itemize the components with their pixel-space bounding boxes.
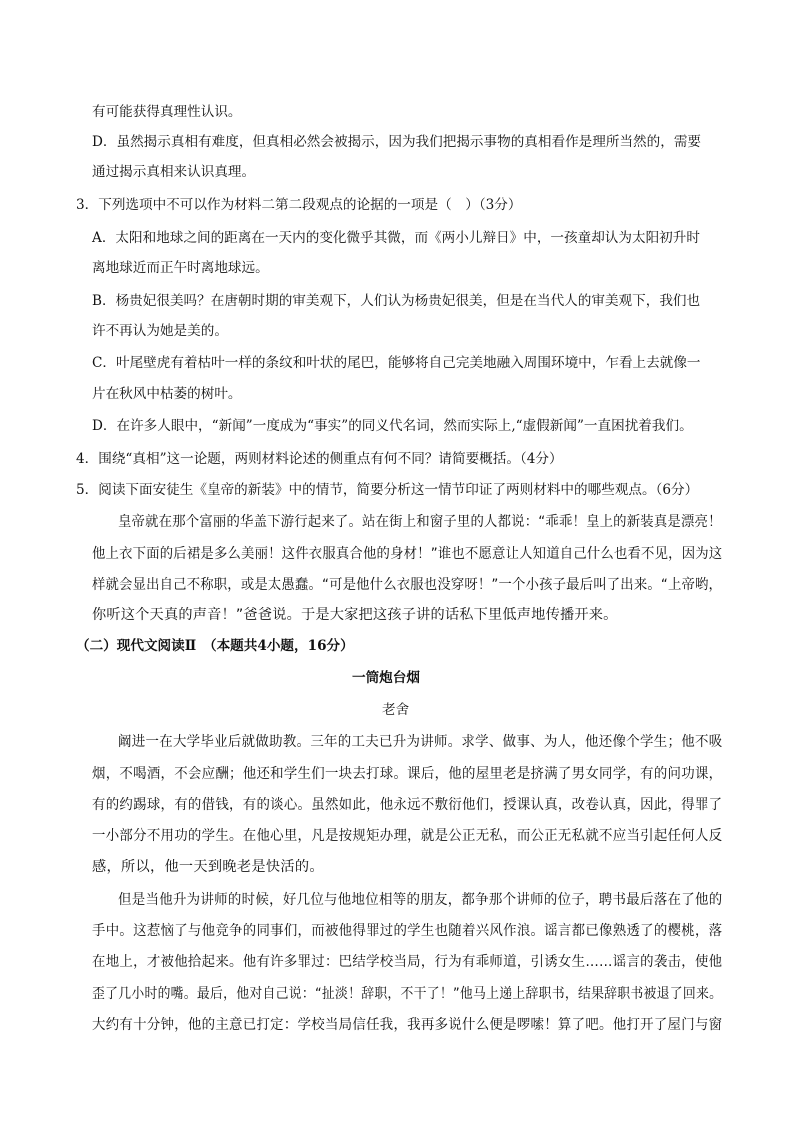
story-line: 有的约踢球，有的借钱，有的谈心。虽然如此，他永远不敷衍他们，授课认真，改卷认真，因此，得罪了	[92, 797, 723, 813]
story-line: 感，所以，他一天到晚老是快活的。	[92, 859, 324, 875]
story-line: 在地上，才被他拾起来。他有许多罪过：巴结学校当局，行为有乖师道，引诱女生……谣言的袭击，使他	[92, 954, 723, 970]
story-line: 歪了几小时的嘴。最后，他对自己说：“扯淡！辞职，不干了！”他马上递上辞职书，结果辞职书被退了回来。	[92, 986, 723, 1002]
text-line: 有可能获得真理性认识。	[92, 104, 242, 120]
option-b-line: B．杨贵妃很美吗？在唐朝时期的审美观下，人们认为杨贵妃很美，但是在当代人的审美观下，我们也	[92, 293, 701, 309]
text-line: 许不再认为她是美的。	[92, 323, 228, 339]
option-d-line: D．虽然揭示真相有难度，但真相必然会被揭示，因为我们把揭示事物的真相看作是理所当然的，需要	[92, 134, 702, 150]
story-line: 大约有十分钟，他的主意已打定：学校当局信任我，我再多说什么便是啰嗦！算了吧。他打开了屋门与窗	[92, 1017, 723, 1033]
question-4: 4．围绕“真相”这一论题，两则材料论述的侧重点有何不同？请简要概括。（4分）	[76, 451, 563, 467]
passage-line: 皇帝就在那个富丽的华盖下游行起来了。站在街上和窗子里的人都说：“乖乖！皇上的新装真是漂亮！	[118, 514, 722, 530]
passage-line: 他上衣下面的后裙是多么美丽！这件衣服真合他的身材！”谁也不愿意让人知道自己什么也看不见，因为这	[92, 546, 723, 562]
text-line: 离地球近而正午时离地球远。	[92, 260, 269, 276]
story-line: 一小部分不用功的学生。在他心里，凡是按规矩办理，就是公正无私，而公正无私就不应当引起任何人反	[92, 828, 723, 844]
option-d-line: D．在许多人眼中，“新闻”一度成为“事实”的同义代名词，然而实际上,“虚假新闻”一直困扰着我们。	[92, 418, 693, 434]
story-line: 烟，不喝酒，不会应酬；他还和学生们一块去打球。课后，他的屋里老是挤满了男女同学，有的问功课，	[92, 766, 723, 782]
story-title: 一筒炮台烟	[352, 670, 420, 686]
story-author: 老舍	[382, 702, 410, 718]
section-heading: （二）现代文阅读Ⅱ （本题共4小题，16分）	[76, 638, 354, 654]
option-c-line: C．叶尾壁虎有着枯叶一样的条纹和叶状的尾巴，能够将自己完美地融入周围环境中，乍看上去就像一	[92, 355, 701, 371]
option-a-line: A．太阳和地球之间的距离在一天内的变化微乎其微，而《两小儿辩日》中，一孩童却认为太阳初升时	[92, 230, 700, 246]
text-line: 片在秋风中枯萎的树叶。	[92, 386, 242, 402]
story-line: 手中。这惹恼了与他竞争的同事们，而被他得罪过的学生也随着兴风作浪。谣言都已像熟透了的樱桃，落	[92, 923, 723, 939]
story-line: 阚进一在大学毕业后就做助教。三年的工夫已升为讲师。求学、做事、为人，他还像个学生；他不吸	[118, 734, 723, 750]
passage-line: 你听这个天真的声音！”爸爸说。于是大家把这孩子讲的话私下里低声地传播开来。	[92, 607, 618, 623]
question-5: 5．阅读下面安徒生《皇帝的新装》中的情节，简要分析这一情节印证了两则材料中的哪些观点。（6分）	[76, 482, 699, 498]
question-3: 3．下列选项中不可以作为材料二第二段观点的论据的一项是（ ）（3分）	[76, 197, 522, 213]
passage-line: 样就会显出自己不称职，或是太愚蠢。“可是他什么衣服也没穿呀！”一个小孩子最后叫了出来。“上帝哟，	[92, 577, 723, 593]
story-line: 但是当他升为讲师的时候，好几位与他地位相等的朋友，都争那个讲师的位子，聘书最后落在了他的	[118, 892, 723, 908]
text-line: 通过揭示真相来认识真理。	[92, 164, 256, 180]
